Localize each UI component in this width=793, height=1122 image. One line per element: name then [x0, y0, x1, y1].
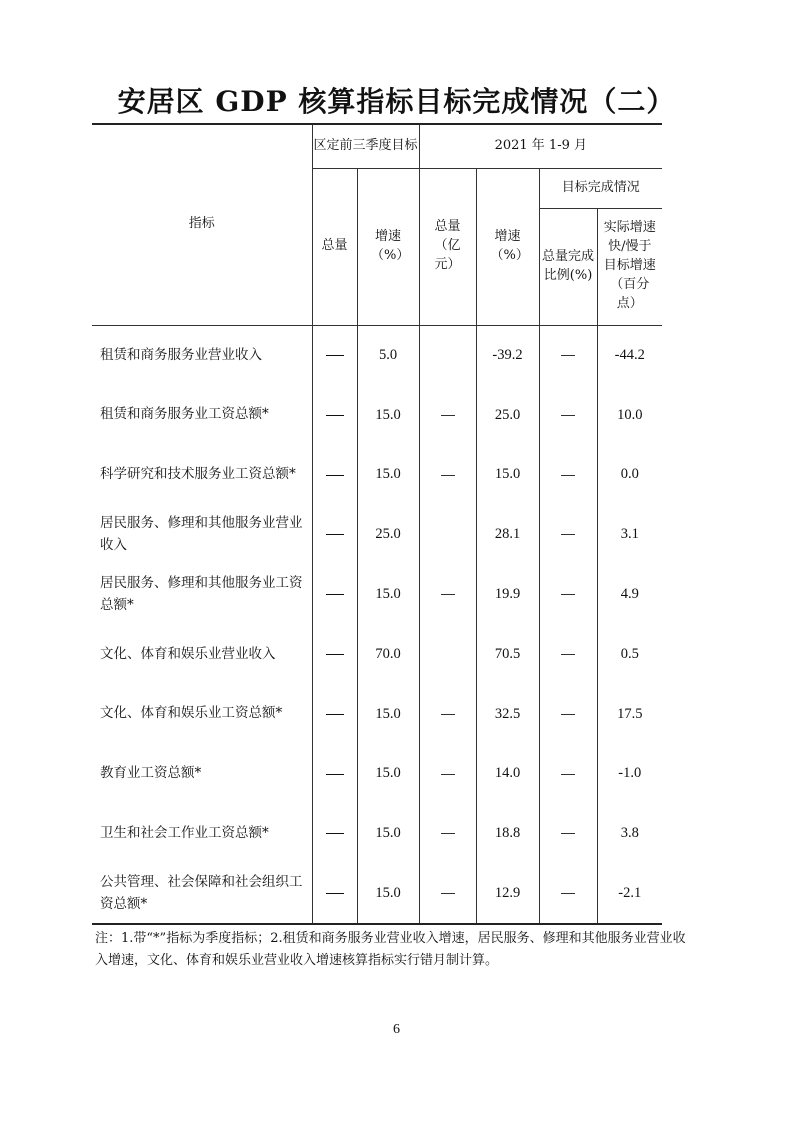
target-growth-cell: 25.0: [357, 505, 419, 565]
completion-ratio-cell: [539, 804, 597, 864]
dash-mark: [561, 534, 575, 535]
actual-total-cell: [419, 325, 476, 385]
dash-mark: [326, 714, 344, 715]
completion-ratio-cell: [539, 445, 597, 505]
dash-mark: [441, 774, 455, 775]
indicator-name: 卫生和社会工作业工资总额*: [92, 804, 312, 864]
target-total-cell: [312, 864, 357, 925]
indicator-name: 文化、体育和娱乐业营业收入: [92, 624, 312, 684]
gdp-indicator-table: [92, 123, 662, 925]
table-row: [92, 325, 662, 385]
page-title: 安居区 GDP 核算指标目标完成情况（二）: [117, 85, 676, 118]
dash-mark: [561, 893, 575, 894]
table-row: [92, 804, 662, 864]
actual-growth-cell: 70.5: [476, 624, 539, 684]
actual-growth-cell: 32.5: [476, 684, 539, 744]
growth-diff-cell: 4.9: [597, 565, 662, 625]
actual-growth-cell: -39.2: [476, 325, 539, 385]
target-growth-cell: 15.0: [357, 804, 419, 864]
actual-growth-cell: 25.0: [476, 385, 539, 445]
dash-mark: [326, 774, 344, 775]
dash-mark: [326, 534, 344, 535]
header-period-group: 2021 年 1-9 月: [419, 124, 662, 168]
table-row: [92, 684, 662, 744]
table-row: [92, 624, 662, 684]
target-growth-cell: 15.0: [357, 864, 419, 925]
completion-ratio-cell: [539, 325, 597, 385]
dash-mark: [326, 594, 344, 595]
target-total-cell: [312, 624, 357, 684]
actual-growth-cell: 19.9: [476, 565, 539, 625]
indicator-name: 科学研究和技术服务业工资总额*: [92, 445, 312, 505]
actual-growth-cell: 12.9: [476, 864, 539, 925]
dash-mark: [561, 355, 575, 356]
dash-mark: [561, 774, 575, 775]
header-col-growth-text: 增速（%）: [371, 228, 410, 263]
growth-diff-cell: 3.1: [597, 505, 662, 565]
growth-diff-cell: 0.5: [597, 624, 662, 684]
growth-diff-cell: -2.1: [597, 864, 662, 925]
completion-ratio-cell: [539, 624, 597, 684]
target-total-cell: [312, 325, 357, 385]
indicator-name: 居民服务、修理和其他服务业工资总额*: [92, 565, 312, 625]
dash-mark: [561, 654, 575, 655]
indicator-name: 租赁和商务服务业工资总额*: [92, 385, 312, 445]
header-col-total: 总量: [312, 168, 357, 325]
indicator-name: 公共管理、社会保障和社会组织工资总额*: [92, 864, 312, 925]
header-col-total-yiyuan: [419, 168, 476, 325]
target-total-cell: [312, 804, 357, 864]
header-col-total-ratio-text: 总量完成比例(%): [542, 248, 595, 283]
dash-mark: [441, 714, 455, 715]
completion-ratio-cell: [539, 385, 597, 445]
dash-mark: [441, 833, 455, 834]
header-col-growth2: [476, 168, 539, 325]
dash-mark: [326, 475, 344, 476]
actual-total-cell: [419, 684, 476, 744]
dash-mark: [326, 355, 344, 356]
table-row: [92, 385, 662, 445]
completion-ratio-cell: [539, 505, 597, 565]
dash-mark: [561, 594, 575, 595]
actual-total-cell: [419, 565, 476, 625]
growth-diff-cell: -44.2: [597, 325, 662, 385]
growth-diff-cell: 0.0: [597, 445, 662, 505]
completion-ratio-cell: [539, 744, 597, 804]
dash-mark: [561, 833, 575, 834]
dash-mark: [561, 714, 575, 715]
dash-mark: [326, 833, 344, 834]
table-row: [92, 445, 662, 505]
dash-mark: [326, 654, 344, 655]
growth-diff-cell: -1.0: [597, 744, 662, 804]
completion-ratio-cell: [539, 684, 597, 744]
target-growth-cell: 15.0: [357, 445, 419, 505]
header-indicator: 指标: [92, 124, 312, 325]
target-growth-cell: 70.0: [357, 624, 419, 684]
dash-mark: [561, 475, 575, 476]
actual-total-cell: [419, 864, 476, 925]
target-growth-cell: 5.0: [357, 325, 419, 385]
header-col-diff-text: 实际增速快/慢于目标增速（百分点）: [603, 220, 656, 311]
actual-total-cell: [419, 744, 476, 804]
completion-ratio-cell: [539, 565, 597, 625]
indicator-name: 居民服务、修理和其他服务业营业收入: [92, 505, 312, 565]
target-growth-cell: 15.0: [357, 744, 419, 804]
dash-mark: [561, 415, 575, 416]
header-target-group: 区定前三季度目标: [312, 124, 419, 168]
target-total-cell: [312, 565, 357, 625]
growth-diff-cell: 3.8: [597, 804, 662, 864]
table-row: [92, 565, 662, 625]
page-number: 6: [393, 1022, 400, 1037]
indicator-name: 教育业工资总额*: [92, 744, 312, 804]
table-row: [92, 744, 662, 804]
indicator-name: 租赁和商务服务业营业收入: [92, 325, 312, 385]
header-col-total-yiyuan-text: 总量（亿元）: [434, 219, 461, 272]
growth-diff-cell: 10.0: [597, 385, 662, 445]
completion-ratio-cell: [539, 864, 597, 925]
target-total-cell: [312, 445, 357, 505]
dash-mark: [441, 475, 455, 476]
target-growth-cell: 15.0: [357, 385, 419, 445]
target-total-cell: [312, 385, 357, 445]
actual-total-cell: [419, 385, 476, 445]
header-row-1: [92, 124, 662, 168]
target-total-cell: [312, 684, 357, 744]
dash-mark: [326, 415, 344, 416]
actual-growth-cell: 28.1: [476, 505, 539, 565]
table-row: [92, 864, 662, 925]
indicator-name: 文化、体育和娱乐业工资总额*: [92, 684, 312, 744]
growth-diff-cell: 17.5: [597, 684, 662, 744]
header-col-total-ratio: [539, 208, 597, 325]
header-col-growth2-text: 增速（%）: [490, 228, 529, 263]
dash-mark: [441, 893, 455, 894]
actual-growth-cell: 18.8: [476, 804, 539, 864]
dash-mark: [441, 415, 455, 416]
actual-growth-cell: 15.0: [476, 445, 539, 505]
actual-total-cell: [419, 505, 476, 565]
header-completion-group: 目标完成情况: [539, 168, 662, 208]
actual-total-cell: [419, 624, 476, 684]
actual-total-cell: [419, 445, 476, 505]
header-col-growth: [357, 168, 419, 325]
target-growth-cell: 15.0: [357, 684, 419, 744]
footnote: 注：1.带“*”指标为季度指标；2.租赁和商务服务业营业收入增速，居民服务、修理和其他服务业营业收入增速，文化、体育和娱乐业营业收入增速核算指标实行错月制计算。: [95, 931, 686, 968]
actual-growth-cell: 14.0: [476, 744, 539, 804]
actual-total-cell: [419, 804, 476, 864]
target-growth-cell: 15.0: [357, 565, 419, 625]
dash-mark: [441, 594, 455, 595]
dash-mark: [326, 893, 344, 894]
table-row: [92, 505, 662, 565]
target-total-cell: [312, 505, 357, 565]
header-col-diff: [597, 208, 662, 325]
target-total-cell: [312, 744, 357, 804]
